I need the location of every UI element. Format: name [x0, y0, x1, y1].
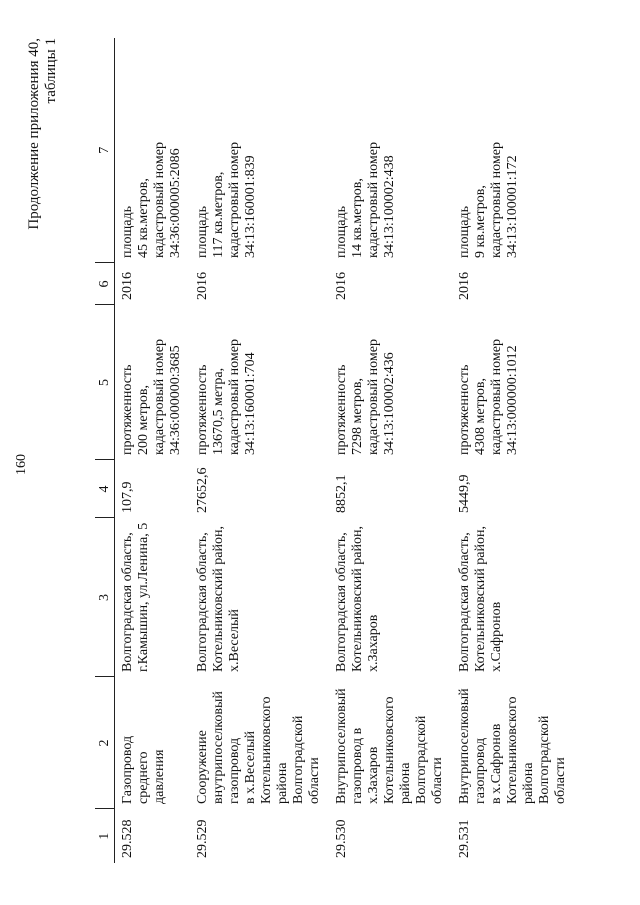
object-address-line: х.Сафронов	[489, 601, 504, 672]
row-number: 29.528	[120, 819, 135, 858]
object-characteristics-line: протяженность	[334, 364, 349, 455]
table-row	[452, 38, 575, 863]
object-address-line: Котельниковский район,	[211, 526, 226, 672]
object-characteristics-line: протяженность	[457, 364, 472, 455]
property-table	[95, 38, 575, 863]
column-header: 6	[95, 263, 115, 305]
table-row	[190, 38, 329, 863]
object-characteristics-line: протяженность	[120, 364, 135, 455]
object-name-line: газопровод	[227, 737, 242, 804]
object-name-line: района	[275, 762, 290, 804]
year: 2016	[120, 272, 135, 300]
column-header: 4	[95, 460, 115, 518]
object-name	[452, 677, 575, 809]
page-number: 160	[14, 454, 29, 475]
year: 2016	[195, 272, 210, 300]
year: 2016	[457, 272, 472, 300]
land-plot-info-line: 9 кв.метров,	[473, 185, 488, 258]
object-address-line: Волгоградская область,	[457, 532, 472, 672]
object-address-line: Волгоградская область,	[334, 532, 349, 672]
land-plot-info-line: 34:13:160001:839	[243, 155, 258, 258]
row-number: 29.529	[195, 819, 210, 858]
object-characteristics-line: 13670,5 метра,	[211, 367, 226, 455]
object-characteristics	[115, 305, 191, 460]
object-characteristics-line: 7298 метров,	[350, 378, 365, 455]
object-name-line: Котельниковского	[382, 696, 397, 804]
column-header: 3	[95, 518, 115, 677]
object-value: 5449,9	[457, 474, 472, 513]
object-name-line: области	[307, 757, 322, 804]
object-characteristics-line: 4308 метров,	[473, 378, 488, 455]
object-name-line: области	[430, 757, 445, 804]
object-name-line: внутрипоселковый	[211, 691, 226, 804]
object-address-line: х.Веселый	[227, 609, 242, 672]
land-plot-info-line: кадастровый номер	[366, 142, 381, 258]
object-characteristics-line: 34:36:000000:3685	[168, 345, 183, 455]
land-plot-info	[329, 38, 452, 263]
column-header: 1	[95, 809, 115, 863]
land-plot-info	[452, 38, 575, 263]
object-address-line: Волгоградская область,	[195, 532, 210, 672]
table-body	[115, 38, 576, 863]
land-plot-info-line: 34:13:100001:172	[505, 155, 520, 258]
column-header: 2	[95, 677, 115, 809]
object-characteristics-line: протяженность	[195, 364, 210, 455]
header-note	[26, 38, 60, 230]
land-plot-info-line: площадь	[334, 206, 349, 258]
object-characteristics-line: кадастровый номер	[152, 339, 167, 455]
table-row	[329, 38, 452, 863]
object-address-line: х.Захаров	[366, 614, 381, 672]
object-name-line: в х.Веселый	[243, 731, 258, 804]
object-address	[190, 518, 329, 677]
column-header: 7	[95, 38, 115, 263]
object-name-line: давления	[152, 749, 167, 804]
column-header: 5	[95, 305, 115, 460]
object-name-line: Внутрипоселковый	[334, 688, 349, 804]
header-note-line: Продолжение приложения 40,	[26, 38, 42, 230]
land-plot-info-line: 117 кв.метров,	[211, 171, 226, 258]
header-note-line: таблицы 1	[43, 38, 59, 104]
object-value: 27652,6	[195, 467, 210, 513]
land-plot-info	[115, 38, 191, 263]
object-name-line: Внутрипоселковый	[457, 688, 472, 804]
row-number: 29.530	[334, 819, 349, 858]
object-address	[452, 518, 575, 677]
year: 2016	[334, 272, 349, 300]
object-address	[115, 518, 191, 677]
object-name-line: области	[553, 757, 568, 804]
land-plot-info-line: 34:36:000005:2086	[168, 148, 183, 258]
object-name-line: Волгоградской	[537, 715, 552, 804]
object-name	[190, 677, 329, 809]
land-plot-info-line: площадь	[457, 206, 472, 258]
object-name	[115, 677, 191, 809]
object-characteristics-line: кадастровый номер	[227, 339, 242, 455]
object-characteristics-line: 200 метров,	[136, 385, 151, 455]
object-name	[329, 677, 452, 809]
object-address-line: Котельниковский район,	[350, 526, 365, 672]
land-plot-info-line: кадастровый номер	[152, 142, 167, 258]
object-name-line: Волгоградской	[291, 715, 306, 804]
object-name-line: района Волгоградской	[398, 715, 429, 804]
object-name-line: в х.Сафронов	[489, 723, 504, 804]
object-characteristics	[452, 305, 575, 460]
object-name-line: газопровод в х.Захаров	[350, 727, 381, 804]
column-number-row	[95, 38, 115, 863]
land-plot-info-line: кадастровый номер	[489, 142, 504, 258]
object-characteristics-line: 34:13:000000:1012	[505, 345, 520, 455]
object-characteristics-line: 34:13:100002:436	[382, 352, 397, 455]
object-name-line: Котельниковского	[259, 696, 274, 804]
object-address-line: Котельниковский район,	[473, 526, 488, 672]
object-address-line: г.Камышин, ул.Ленина, 5	[136, 522, 151, 672]
object-name-line: Котельниковского	[505, 696, 520, 804]
land-plot-info-line: 14 кв.метров,	[350, 178, 365, 258]
object-characteristics	[329, 305, 452, 460]
land-plot-info-line: кадастровый номер	[227, 142, 242, 258]
object-name-line: газопровод	[473, 737, 488, 804]
object-value: 107,9	[120, 481, 135, 513]
object-characteristics-line: 34:13:160001:704	[243, 352, 258, 455]
object-value: 8852,1	[334, 474, 349, 513]
land-plot-info-line: 45 кв.метров,	[136, 178, 151, 258]
object-characteristics	[190, 305, 329, 460]
object-name-line: Сооружение	[195, 730, 210, 804]
object-characteristics-line: кадастровый номер	[366, 339, 381, 455]
object-name-line: Газопровод среднего	[120, 735, 151, 804]
object-address	[329, 518, 452, 677]
row-number: 29.531	[457, 819, 472, 858]
object-name-line: района	[521, 762, 536, 804]
object-characteristics-line: кадастровый номер	[489, 339, 504, 455]
table-row	[115, 38, 191, 863]
object-address-line: Волгоградская область,	[120, 532, 135, 672]
land-plot-info-line: 34:13:100002:438	[382, 155, 397, 258]
land-plot-info	[190, 38, 329, 263]
land-plot-info-line: площадь	[195, 206, 210, 258]
land-plot-info-line: площадь	[120, 206, 135, 258]
